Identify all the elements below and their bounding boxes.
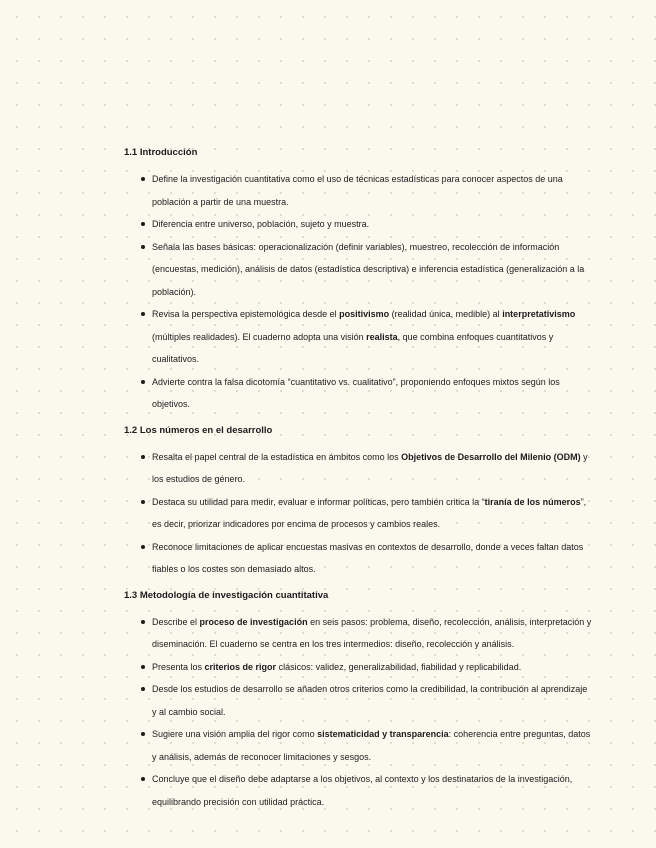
text-segment: Diferencia entre universo, población, sujeto y muestra.	[152, 219, 370, 229]
bullet-item	[124, 303, 594, 371]
bullet-dot-icon	[141, 777, 145, 781]
bold-text: positivismo	[339, 309, 390, 319]
text-segment: Describe el	[152, 616, 200, 627]
text-segment: en seis pasos: problema, diseño, recolección, análisis, interpretación y diseminación. El cuaderno se centra en los tres intermedios: diseño, recolección y análisis.	[152, 616, 592, 649]
section-heading: 1.2 Los números en el desarrollo	[124, 424, 273, 436]
section-heading: 1.1 Introducción	[124, 147, 198, 158]
text-segment: clásicos: validez, generalizabilidad, fiabilidad y replicabilidad.	[276, 661, 522, 672]
bullet-item	[124, 236, 594, 304]
bold-text: realista	[366, 331, 398, 342]
bullet-dot-icon	[141, 245, 145, 249]
bullet-item	[124, 678, 594, 723]
bold-text: tiranía de los números	[484, 496, 581, 507]
text-segment: Define la investigación cuantitativa como el uso de técnicas estadísticas para conocer aspectos de una población a partir de una muestra.	[152, 174, 563, 207]
text-segment: (realidad única, medible) al	[389, 309, 503, 319]
text-segment: Resalta el papel central de la estadística en ámbitos como los	[152, 451, 402, 462]
bullet-list	[124, 611, 594, 814]
text-segment: , que combina enfoques cuantitativos y cualitativos.	[152, 331, 554, 364]
bullet-item	[124, 446, 594, 491]
bullet-dot-icon	[141, 545, 145, 549]
bullet-dot-icon	[141, 687, 145, 691]
bullet-item	[124, 723, 594, 768]
bullet-item	[124, 213, 594, 236]
bullet-dot-icon	[141, 177, 145, 181]
bold-text: Objetivos de Desarrollo del Milenio (ODM)	[401, 451, 581, 462]
bold-text: sistematicidad y transparencia	[317, 729, 449, 739]
text-segment: Desde los estudios de desarrollo se añaden otros criterios como la credibilidad, la contribución al aprendizaje y al cambio social.	[152, 684, 588, 717]
bullet-item	[124, 168, 594, 213]
text-segment: Revisa la perspectiva epistemológica desde el	[152, 309, 340, 319]
text-segment: Destaca su utilidad para medir, evaluar e informar políticas, pero también critica la “	[152, 496, 485, 507]
bullet-dot-icon	[141, 732, 145, 736]
bullet-dot-icon	[141, 665, 145, 669]
bullet-item	[124, 491, 594, 536]
bullet-list	[124, 168, 594, 416]
text-segment: Presenta los	[152, 661, 205, 672]
document-body	[124, 146, 594, 821]
bullet-dot-icon	[141, 380, 145, 384]
bullet-dot-icon	[141, 222, 145, 226]
text-segment: ”, es decir, priorizar indicadores por encima de procesos y cambios reales.	[152, 496, 587, 529]
bullet-list	[124, 446, 594, 581]
bullet-item	[124, 768, 594, 813]
text-segment: Advierte contra la falsa dicotomía “cuantitativo vs. cualitativo”, proponiendo enfoques mixtos según los objetivos.	[152, 376, 560, 409]
text-segment: Concluye que el diseño debe adaptarse a los objetivos, al contexto y los destinatarios de la investigación, equilibrando precisión con utilidad práctica.	[152, 774, 573, 807]
text-segment: (múltiples realidades). El cuaderno adopta una visión	[152, 331, 367, 342]
text-segment: : coherencia entre preguntas, datos y análisis, además de reconocer limitaciones y sesgos.	[152, 729, 591, 762]
bullet-dot-icon	[141, 455, 145, 459]
section-heading: 1.3 Metodología de investigación cuantitativa	[124, 589, 329, 601]
bold-text: criterios de rigor	[204, 661, 277, 672]
bold-text: interpretativismo	[502, 309, 576, 319]
bullet-item	[124, 371, 594, 416]
text-segment: Reconoce limitaciones de aplicar encuestas masivas en contextos de desarrollo, donde a veces faltan datos fiables o los costes son demasiado altos.	[152, 541, 584, 574]
bullet-dot-icon	[141, 500, 145, 504]
bullet-dot-icon	[141, 312, 145, 316]
bold-text: proceso de investigación	[199, 616, 308, 627]
text-segment: Sugiere una visión amplia del rigor como	[152, 729, 318, 739]
bullet-item	[124, 611, 594, 656]
bullet-item	[124, 656, 594, 679]
text-segment: Señala las bases básicas: operacionalización (definir variables), muestreo, recolección de información (encuestas, medición), análisis de datos (estadística descriptiva) e inferencia estadística (generalización a la población).	[152, 241, 585, 297]
text-segment: y los estudios de género.	[152, 451, 588, 484]
bullet-dot-icon	[141, 620, 145, 624]
bullet-item	[124, 536, 594, 581]
